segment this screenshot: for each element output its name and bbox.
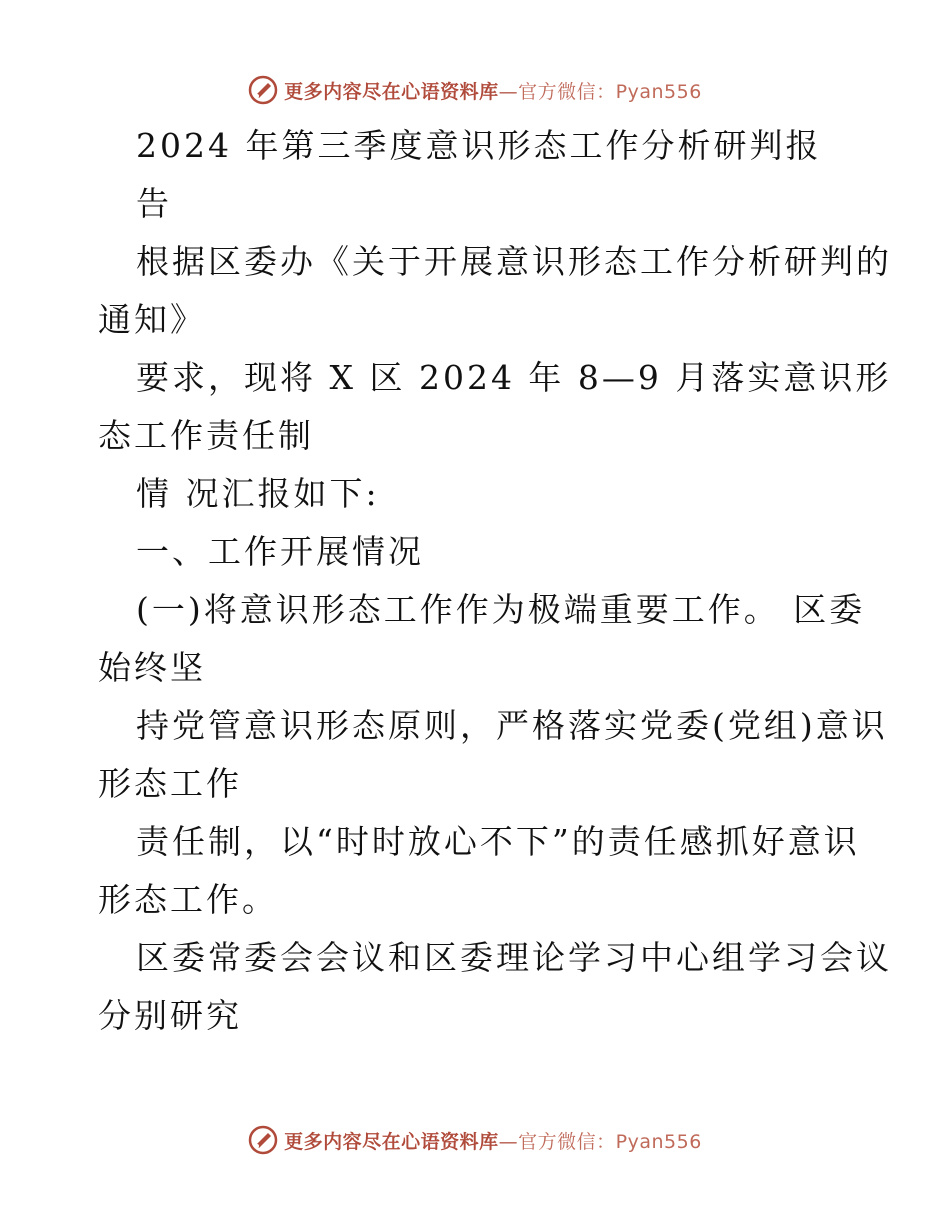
paragraph-line: 要求，现将 X 区 2024 年 8—9 月落实意识形 (136, 358, 892, 397)
footer-watermark (0, 1120, 950, 1160)
paragraph-line: 分别研究 (98, 996, 242, 1035)
paragraph-line: 区委常委会会议和区委理论学习中心组学习会议 (136, 938, 892, 977)
paragraph-line: 持党管意识形态原则，严格落实党委(党组)意识 (136, 706, 888, 745)
watermark-contact: 官方微信：Pyan556 (518, 80, 702, 103)
document-title-line-1: 2024 年第三季度意识形态工作分析研判报 (136, 126, 822, 165)
paragraph-line: 形态工作。 (98, 880, 278, 919)
paragraph-line: 始终坚 (98, 648, 206, 687)
paragraph-line: 责任制，以“时时放心不下”的责任感抓好意识 (136, 822, 860, 861)
watermark-brand: 更多内容尽在心语资料库 (284, 1130, 499, 1153)
brand-logo-icon (248, 1125, 278, 1155)
watermark-separator: — (498, 1130, 519, 1153)
section-heading: 一、工作开展情况 (136, 532, 424, 571)
subsection-heading: (一)将意识形态工作作为极端重要工作。 区委 (136, 590, 866, 629)
watermark-brand: 更多内容尽在心语资料库 (284, 80, 499, 103)
watermark-text (284, 1127, 702, 1154)
watermark-separator: — (498, 80, 519, 103)
document-title-line-2: 告 (136, 184, 172, 223)
paragraph-line: 形态工作 (98, 764, 242, 803)
paragraph-line: 态工作责任制 (98, 416, 314, 455)
paragraph-line: 根据区委办《关于开展意识形态工作分析研判的 (136, 242, 892, 281)
watermark-contact: 官方微信：Pyan556 (518, 1130, 702, 1153)
paragraph-line: 通知》 (98, 300, 206, 339)
paragraph-line: 情 况汇报如下: (136, 474, 380, 513)
